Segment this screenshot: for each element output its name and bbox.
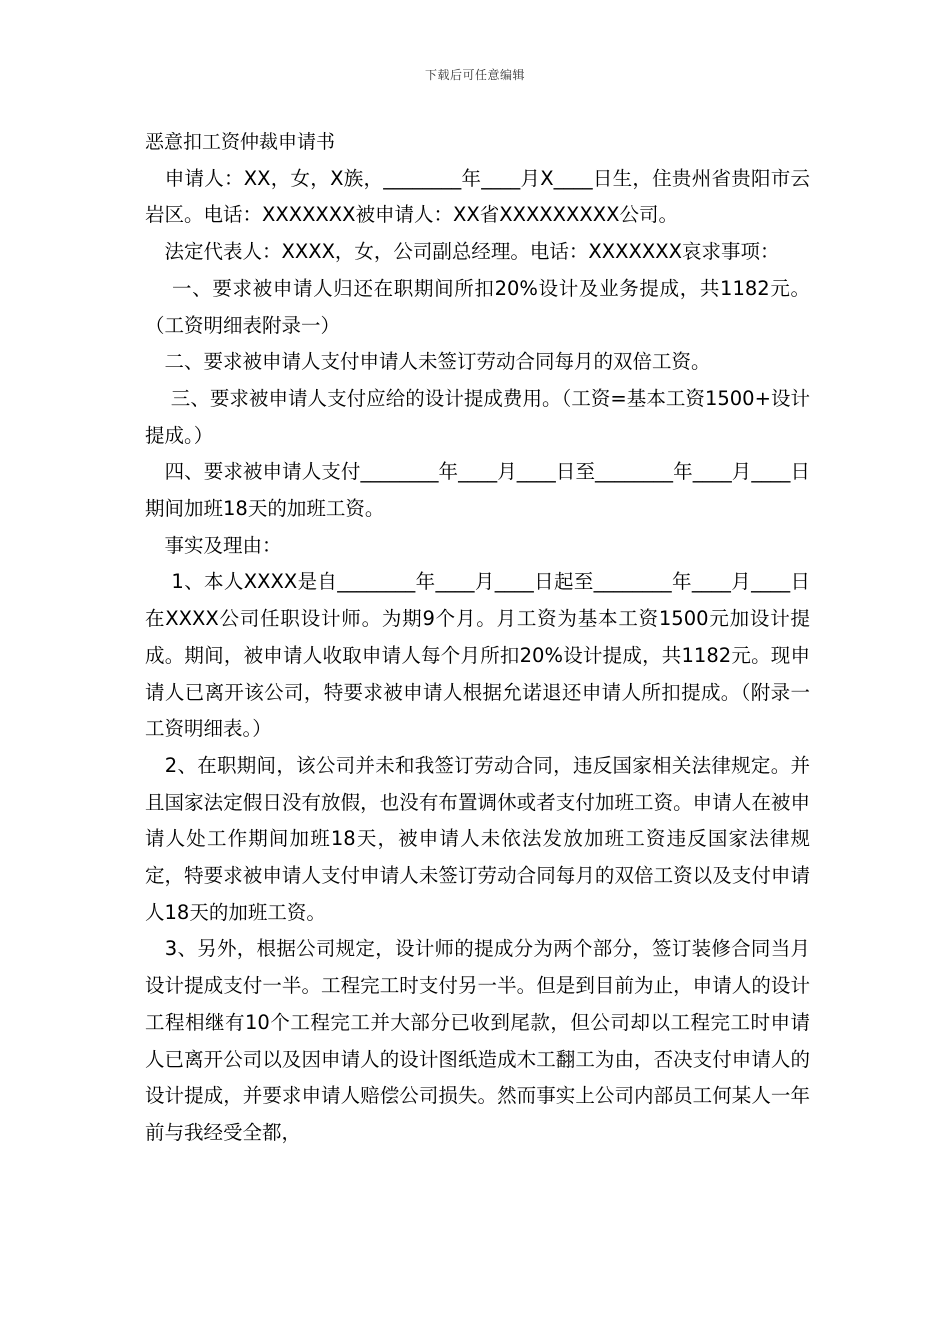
paragraph-fact-3: 3、另外，根据公司规定，设计师的提成分为两个部分，签订装修合同当月设计提成支付一半。工程完工时支付另一半。但是到目前为止，申请人的设计工程相继有10个工程完工并大部分已收到尾款，但公司却以工程完工时申请人已离开公司以及因申请人的设计图纸造成木工翻工为由，否决支付申请人的设计提成，并要求申请人赔偿公司损失。然而事实上公司内部员工何某人一年前与我经受全都， <box>145 937 810 1144</box>
page-header: 下载后可任意编辑 <box>424 68 525 82</box>
paragraph-applicant: 申请人：XX，女，X族，________年____月X____日生，住贵州省贵阳市云岩区。电话：XXXXXXX被申请人：XX省XXXXXXXXX公司。 <box>145 166 810 227</box>
paragraph-request-1: 一、要求被申请人归还在职期间所扣20%设计及业务提成，共1182元。（工资明细表附录一） <box>145 276 810 337</box>
paragraph-request-4: 四、要求被申请人支付________年____月____日至________年____月____日期间加班18天的加班工资。 <box>145 460 810 521</box>
paragraph-fact-2: 2、在职期间，该公司并未和我签订劳动合同，违反国家相关法律规定。并且国家法定假日没有放假，也没有布置调休或者支付加班工资。申请人在被申请人处工作期间加班18天，被申请人未依法发放加班工资违反国家法律规定，特要求被申请人支付申请人未签订劳动合同每月的双倍工资以及支付申请人18天的加班工资。 <box>145 753 810 924</box>
document-title: 恶意扣工资仲裁申请书 <box>145 131 336 153</box>
paragraph-request-2: 二、要求被申请人支付申请人未签订劳动合同每月的双倍工资。 <box>145 350 711 374</box>
document-body <box>145 124 810 1152</box>
paragraph-request-3: 三、要求被申请人支付应给的设计提成费用。（工资=基本工资1500+设计提成。） <box>145 386 810 447</box>
paragraph-fact-1: 1、本人XXXX是自________年____月____日起至________年____月____日在XXXX公司任职设计师。为期9个月。月工资为基本工资1500元加设计提成。期间，被申请人收取申请人每个月所扣20%设计提成，共1182元。现申请人已离开该公司，特要求被申请人根据允诺退还申请人所扣提成。（附录一工资明细表。） <box>145 570 810 741</box>
paragraph-legal-representative: 法定代表人：XXXX，女，公司副总经理。电话：XXXXXXX哀求事项： <box>145 240 780 264</box>
paragraph-facts-heading: 事实及理由： <box>145 533 282 557</box>
